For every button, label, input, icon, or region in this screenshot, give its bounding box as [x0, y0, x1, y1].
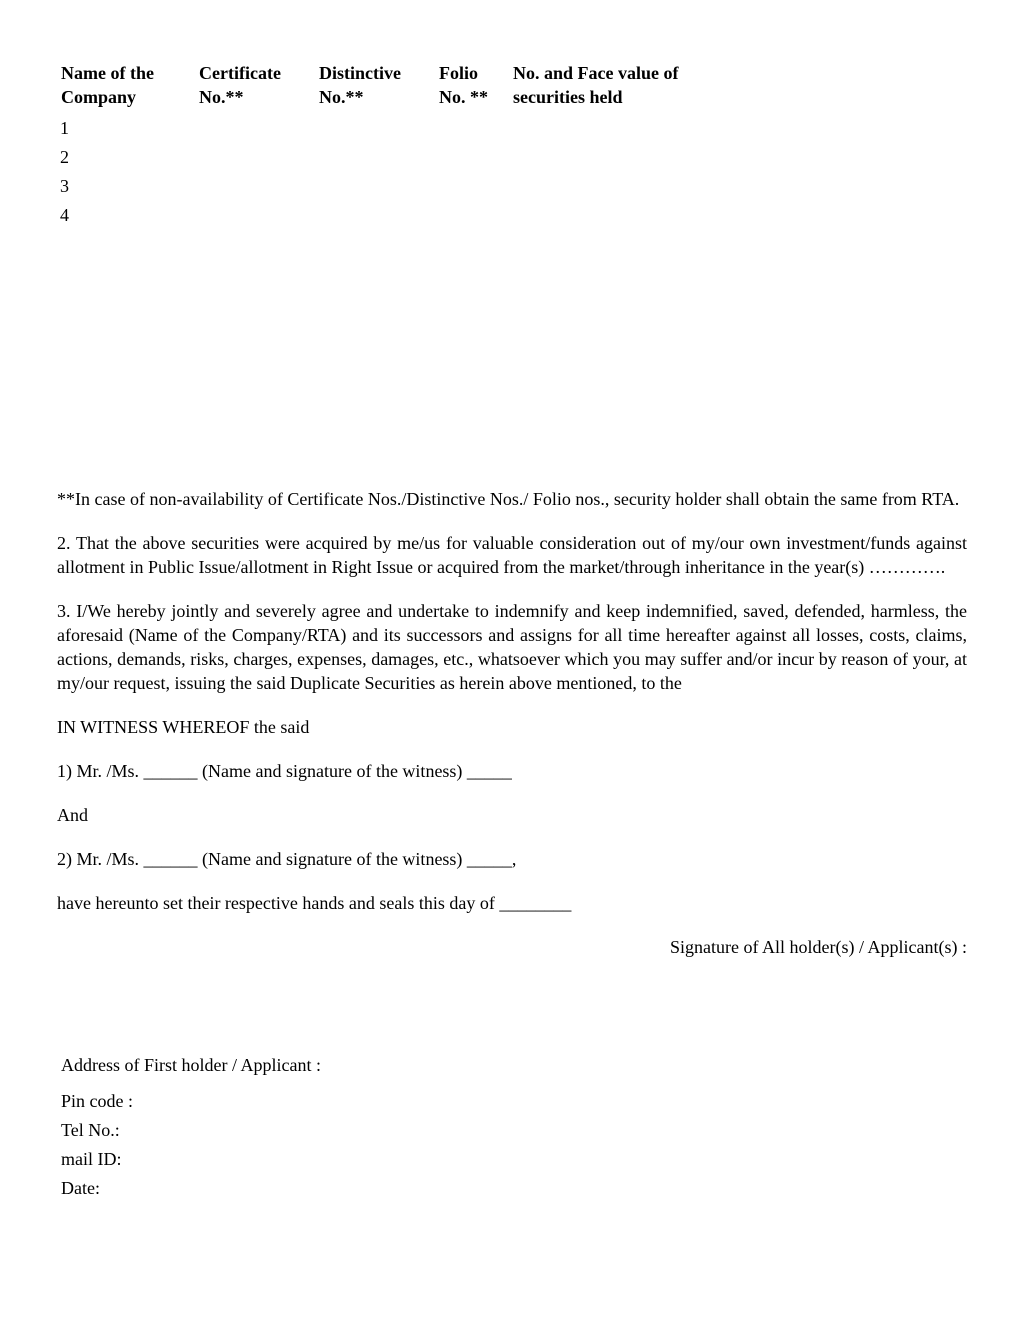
column-header-distinctive — [319, 61, 401, 109]
address-block — [61, 1053, 321, 1203]
header-line: No.** — [199, 87, 244, 107]
tel-no-label: Tel No.: — [61, 1120, 120, 1140]
header-line: Company — [61, 87, 137, 107]
column-header-face-value — [513, 61, 679, 109]
date-label: Date: — [61, 1178, 100, 1198]
footnote-paragraph: **In case of non-availability of Certificate Nos./Distinctive Nos./ Folio nos., security holder shall obtain the same from RTA. — [57, 489, 960, 509]
column-header-company — [61, 61, 154, 109]
header-line: Certificate — [199, 63, 281, 83]
header-line: Distinctive — [319, 63, 401, 83]
column-header-certificate — [199, 61, 281, 109]
header-line: No. ** — [439, 87, 488, 107]
witness-intro: IN WITNESS WHEREOF the said — [57, 717, 310, 737]
signature-label: Signature of All holder(s) / Applicant(s) : — [670, 937, 967, 957]
table-row: 4 — [60, 205, 69, 225]
and-text: And — [57, 805, 88, 825]
header-line: Folio — [439, 63, 478, 83]
table-row: 3 — [60, 176, 69, 196]
seals-line: have hereunto set their respective hands and seals this day of ________ — [57, 893, 572, 913]
table-row: 1 — [60, 118, 69, 138]
table-header — [0, 61, 1024, 111]
header-line: Name of the — [61, 63, 154, 83]
witness-2-line: 2) Mr. /Ms. ______ (Name and signature of the witness) _____, — [57, 849, 517, 869]
witness-1-line: 1) Mr. /Ms. ______ (Name and signature of the witness) _____ — [57, 761, 512, 781]
mail-id-label: mail ID: — [61, 1149, 122, 1169]
table-row: 2 — [60, 147, 69, 167]
column-header-folio — [439, 61, 488, 109]
header-line: securities held — [513, 87, 623, 107]
pin-code-label: Pin code : — [61, 1091, 133, 1111]
declaration-body — [57, 487, 967, 959]
paragraph-3: 3. I/We hereby jointly and severely agree and undertake to indemnify and keep indemnified, saved, defended, harmless, the aforesaid (Name of the Company/RTA) and its successors and assigns for all time hereafter against all losses, costs, claims, actions, demands, risks, charges, expenses, damages, etc., whatsoever which you may suffer and/or incur by reason of your, at my/our request, issuing the said Duplicate Securities as herein above mentioned, to the — [57, 601, 967, 693]
address-title: Address of First holder / Applicant : — [61, 1055, 321, 1075]
table-rows — [60, 114, 69, 230]
header-line: No.** — [319, 87, 364, 107]
paragraph-2: 2. That the above securities were acquired by me/us for valuable consideration out of my/our own investment/funds against allotment in Public Issue/allotment in Right Issue or acquired from the market/through inheritance in the year(s) …………. — [57, 533, 967, 577]
header-line: No. and Face value of — [513, 63, 679, 83]
